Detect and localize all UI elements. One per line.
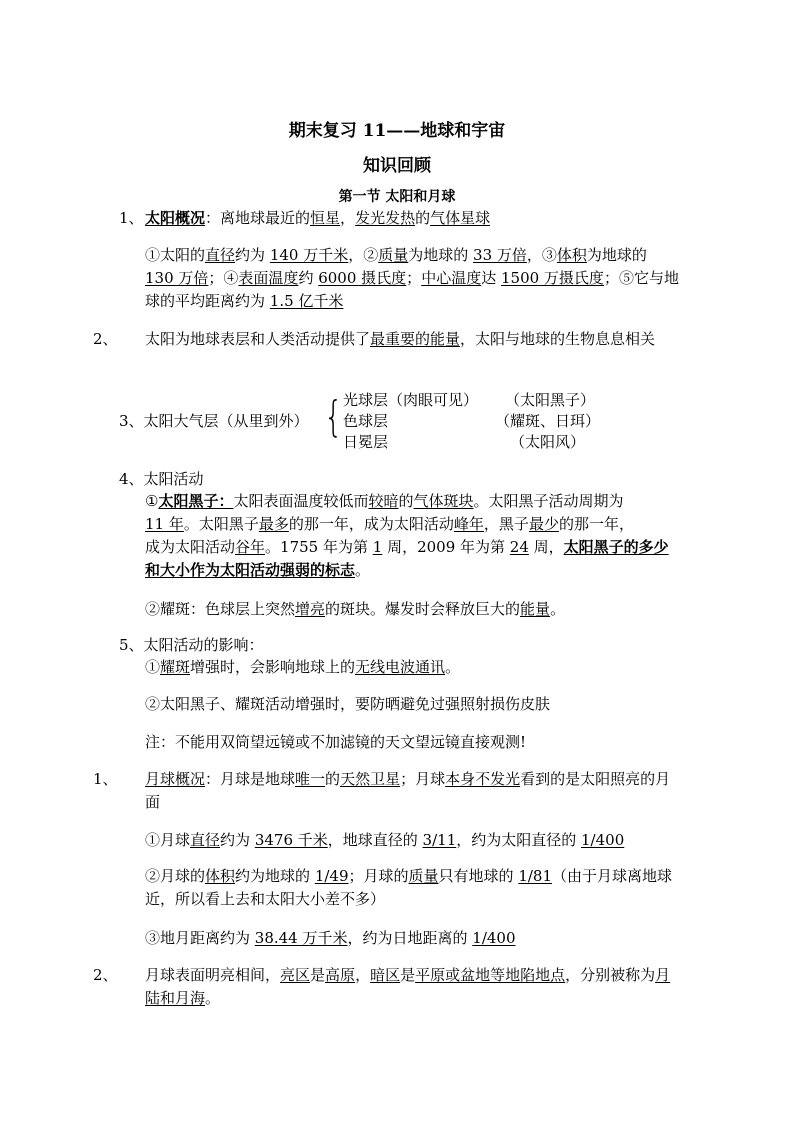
page-subtitle: 知识回顾 bbox=[363, 156, 431, 176]
moon-volume-mass: ②月球的体积约为地球的 1/49；月球的质量只有地球的 1/81（由于月球离地球近，所以看上去和太阳大小差不多） bbox=[145, 867, 673, 908]
section-heading: 第一节 太阳和月球 bbox=[338, 189, 456, 205]
layer-corona: 日冕层 bbox=[343, 433, 389, 451]
sun-facts: ①太阳的直径约为 140 万千米，②质量为地球的 33 万倍，③体积为地球的 130 万倍；④表面温度约 6000 摄氏度；中心温度达 1500 万摄氏度；⑤它与地球的平均距离约为 1.5 亿千米 bbox=[145, 246, 679, 310]
layer-note-wind: （太阳风） bbox=[510, 433, 586, 451]
moon-distance: ③地月距离约为 38.44 万千米，约为日地距离的 1/400 bbox=[145, 929, 516, 947]
impact-radio: ①耀斑增强时，会影响地球上的无线电波通讯。 bbox=[145, 658, 461, 676]
layer-note-sunspot: （太阳黑子） bbox=[505, 391, 596, 409]
brace-icon: { bbox=[324, 392, 343, 441]
impact-heading: 5、太阳活动的影响： bbox=[119, 636, 264, 654]
layer-photosphere: 光球层（肉眼可见） bbox=[343, 391, 479, 409]
sunspot-paragraph: ①太阳黑子：太阳表面温度较低而较暗的气体斑块。太阳黑子活动周期为 11 年。太阳黑子最多的那一年，成为太阳活动峰年，黑子最少的那一年， 成为太阳活动谷年。1755 年为第 1 周，2009 年为第 24 周，太阳黑子的多少 和大小作为太阳活动强弱的标志。 bbox=[145, 492, 669, 579]
observation-note: 注：不能用双筒望远镜或不加滤镜的天文望远镜直接观测! bbox=[145, 733, 527, 751]
impact-skin: ②太阳黑子、耀斑活动增强时，要防晒避免过强照射损伤皮肤 bbox=[145, 695, 551, 713]
solar-activity-heading: 4、太阳活动 bbox=[119, 470, 204, 488]
sun-energy: 2、 太阳为地球表层和人类活动提供了最重要的能量，太阳与地球的生物息息相关 bbox=[93, 330, 656, 348]
moon-diameter: ①月球直径约为 3476 千米，地球直径的 3/11，约为太阳直径的 1/400 bbox=[145, 831, 625, 849]
page-title: 期末复习 11——地球和宇宙 bbox=[288, 121, 506, 141]
layer-chromosphere: 色球层 bbox=[343, 412, 389, 430]
atmosphere-label: 3、太阳大气层（从里到外） bbox=[119, 412, 309, 430]
flare-paragraph: ②耀斑：色球层上突然增亮的斑块。爆发时会释放巨大的能量。 bbox=[145, 600, 566, 618]
sun-overview: 1、太阳概况：离地球最近的恒星，发光发热的气体星球 bbox=[119, 209, 491, 227]
moon-overview: 1、 月球概况：月球是地球唯一的天然卫星；月球本身不发光看到的是太阳照亮的月面 bbox=[93, 770, 671, 811]
moon-surface: 2、 月球表面明亮相间，亮区是高原，暗区是平原或盆地等地陷地点，分别被称为月陆和月海。 bbox=[93, 966, 671, 1007]
layer-note-flare: （耀斑、日珥） bbox=[495, 412, 601, 430]
